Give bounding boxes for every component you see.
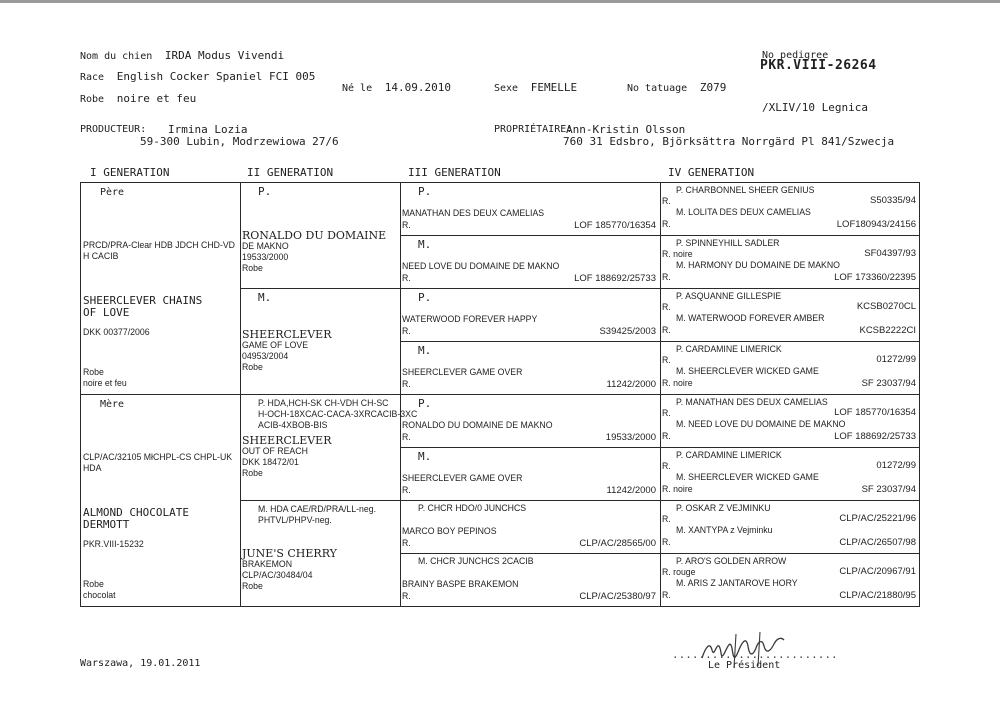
gen3-name: MANATHAN DES DEUX CAMELIAS [402,208,545,219]
tattoo-value: Z079 [699,81,727,94]
gen2-detail: BRAKEMON CLP/AC/30484/04 Robe [242,559,313,592]
gen3-name: BRAINY BASPE BRAKEMON [402,579,519,590]
gen4-sire: P. CHARBONNEL SHEER GENIUS [676,185,815,196]
gen4-dam: M. NEED LOVE DU DOMAINE DE MAKNO [676,419,846,430]
gen2-detail: GAME OF LOVE 04953/2004 Robe [242,340,309,373]
gen3-prefix: M. [418,450,432,463]
gen4-dam: M. HARMONY DU DOMAINE DE MAKNO [676,260,840,271]
dog-name-label: Nom du chien [80,51,153,62]
gen3-registration: S39425/2003 [599,326,656,337]
gen3-r: R. [402,379,411,390]
gen4-sire-r: R. [662,196,671,207]
breed-value: English Cocker Spaniel FCI 005 [116,70,316,83]
tattoo-label: No tatuage [627,83,688,94]
gen4-dam: M. WATERWOOD FOREVER AMBER [676,313,825,324]
gen3-name: MARCO BOY PEPINOS [402,526,497,537]
gen4-sire: P. ARO'S GOLDEN ARROW [676,556,787,567]
gen4-sire: P. MANATHAN DES DEUX CAMELIAS [676,397,828,408]
gen2-name: SHEERCLEVER [242,328,332,341]
coat-label: Robe [80,94,105,105]
registry-office: /XLIV/10 Legnica [762,101,868,114]
gen3-registration: 19533/2000 [605,432,656,443]
gen3-prefix: P. [418,185,432,198]
sire-coat: Robe noire et feu [83,367,127,389]
gen4-sire-r: R. [662,461,671,472]
gen3-prefix: P. [418,397,432,410]
gen3-prefix: M. CHCR JUNCHCS 2CACIB [418,556,534,567]
gen4-sire: P. OSKAR Z VEJMINKU [676,503,771,514]
gen3-prefix: P. [418,291,432,304]
gen4-dam: M. LOLITA DES DEUX CAMELIAS [676,207,811,218]
sex-label: Sexe [494,83,519,94]
gen4-sire-r: R. rouge [662,567,696,578]
sire-titles: PRCD/PRA-Clear HDB JDCH CHD-VD H CACIB [83,240,236,262]
gen4-dam-registration: KCSB2222CI [859,325,916,336]
gen4-dam-r: R. noire [662,378,693,389]
gen4-dam-registration: CLP/AC/26507/98 [839,537,916,548]
gen4-sire: P. SPINNEYHILL SADLER [676,238,780,249]
gen3-name: RONALDO DU DOMAINE DE MAKNO [402,420,553,431]
gen3-r: R. [402,432,411,443]
producer-label: PRODUCTEUR: [80,124,147,135]
producer-name: Irmina Lozia [168,123,248,136]
gen4-sire-registration: 01272/99 [876,460,916,471]
pedigree-number-value: PKR.VIII-26264 [760,58,877,73]
dam-label: Mère [100,399,125,410]
gen3-registration: 11242/2000 [606,485,656,496]
gen4-sire-registration: KCSB0270CL [856,301,916,312]
gen4-dam-registration: SF 23037/94 [861,484,916,495]
dog-name-value: IRDA Modus Vivendi [164,49,285,62]
gen3-r: R. [402,591,411,602]
gen2-prefix: M. [258,291,272,304]
gen4-dam-r: R. [662,537,671,548]
birth-date-label: Né le [342,83,373,94]
gen3-registration: CLP/AC/25380/97 [579,591,656,602]
gen4-sire-r: R. [662,355,671,366]
gen4-sire-r: R. [662,408,671,419]
sire-registration: DKK 00377/2006 [83,327,150,338]
column-header-gen3: III GENERATION [408,166,501,179]
gen4-sire-r: R. [662,514,671,525]
gen2-name: SHEERCLEVER [242,434,332,447]
gen4-dam: M. XANTYPA z Vejminku [676,525,773,536]
dam-registration: PKR.VIII-15232 [83,539,144,550]
dam-titles: CLP/AC/32105 MłCHPL-CS CHPL-UK HDA [83,452,233,474]
gen3-name: SHEERCLEVER GAME OVER [402,367,523,378]
gen4-sire: P. CARDAMINE LIMERICK [676,450,782,461]
gen4-sire: P. CARDAMINE LIMERICK [676,344,782,355]
gen3-name: NEED LOVE DU DOMAINE DE MAKNO [402,261,560,272]
gen4-dam-r: R. [662,325,671,336]
gen4-dam-registration: SF 23037/94 [861,378,916,389]
dam-coat: Robe chocolat [83,579,116,601]
gen2-prefix: M. HDA CAE/RD/PRA/LL-neg. PHTVL/PHPV-neg. [258,504,377,526]
sex-value: FEMELLE [530,81,578,94]
gen3-r: R. [402,326,411,337]
gen3-r: R. [402,273,411,284]
gen3-registration: LOF 185770/16354 [574,220,656,231]
gen2-prefix: P. [258,185,272,198]
sire-label: Père [100,187,125,198]
gen2-name: RONALDO DU DOMAINE [242,229,387,242]
place-date: Warszawa, 19.01.2011 [80,658,201,669]
sire-box [80,182,241,395]
gen4-sire-registration: S50335/94 [870,195,916,206]
gen3-r: R. [402,538,411,549]
signature-line: ......................... [672,648,838,661]
sire-name: SHEERCLEVER CHAINS OF LOVE [83,294,203,319]
gen2-name: JUNE'S CHERRY [242,547,337,560]
gen4-dam-registration: LOF 188692/25733 [834,431,916,442]
gen4-dam-r: R. noire [662,484,693,495]
gen3-prefix: M. [418,344,432,357]
owner-name: Ann-Kristin Olsson [566,123,686,136]
gen4-sire-registration: 01272/99 [876,354,916,365]
dam-box [80,394,241,607]
owner-label: PROPRIÉTAIRE: [494,124,573,135]
gen2-prefix: P. HDA,HCH-SK CH-VDH CH-SC H-OCH-18XCAC-CACA-3XRCACIB-3XC ACIB-4XBOB-BIS [258,398,418,431]
gen4-sire-r: R. [662,302,671,313]
gen3-name: SHEERCLEVER GAME OVER [402,473,523,484]
pedigree-number-label: No pedigree [762,50,829,61]
gen4-sire-registration: LOF 185770/16354 [834,407,916,418]
producer-address: 59-300 Lubin, Modrzewiowa 27/6 [140,135,339,148]
gen4-dam: M. ARIS Z JANTAROVE HORY [676,578,798,589]
gen4-dam-r: R. [662,219,671,230]
birth-date-value: 14.09.2010 [384,81,451,94]
gen4-sire-registration: CLP/AC/20967/91 [839,566,916,577]
dam-name: ALMOND CHOCOLATE DERMOTT [83,506,189,531]
breed-label: Race [80,72,105,83]
gen4-dam-registration: CLP/AC/21880/95 [839,590,916,601]
gen2-detail: OUT OF REACH DKK 18472/01 Robe [242,446,308,479]
gen3-r: R. [402,220,411,231]
president-label: Le Président [708,660,781,671]
gen3-registration: CLP/AC/28565/00 [579,538,656,549]
gen4-dam-registration: LOF180943/24156 [836,219,916,230]
gen4-dam-r: R. [662,590,671,601]
owner-address: 760 31 Edsbro, Björksättra Norrgärd Pl 841/Szwecja [563,135,895,148]
gen3-registration: LOF 188692/25733 [574,273,656,284]
gen4-sire-registration: CLP/AC/25221/96 [839,513,916,524]
gen4-sire: P. ASQUANNE GILLESPIE [676,291,782,302]
gen3-prefix: P. CHCR HDO/0 JUNCHCS [418,503,527,514]
gen3-name: WATERWOOD FOREVER HAPPY [402,314,538,325]
gen3-prefix: M. [418,238,432,251]
coat-value: noire et feu [116,92,197,105]
gen2-detail: DE MAKNO 19533/2000 Robe [242,241,289,274]
president-signature [672,628,802,673]
gen4-sire-registration: SF04397/93 [864,248,916,259]
gen4-dam-r: R. [662,431,671,442]
column-header-gen2: II GENERATION [247,166,334,179]
column-header-gen1: I GENERATION [90,166,170,179]
gen4-dam: M. SHEERCLEVER WICKED GAME [676,472,819,483]
gen4-dam-r: R. [662,272,671,283]
gen3-registration: 11242/2000 [606,379,656,390]
gen4-sire-r: R. noire [662,249,693,260]
gen4-dam: M. SHEERCLEVER WICKED GAME [676,366,819,377]
gen4-dam-registration: LOF 173360/22395 [834,272,916,283]
column-header-gen4: IV GENERATION [668,166,755,179]
gen3-r: R. [402,485,411,496]
